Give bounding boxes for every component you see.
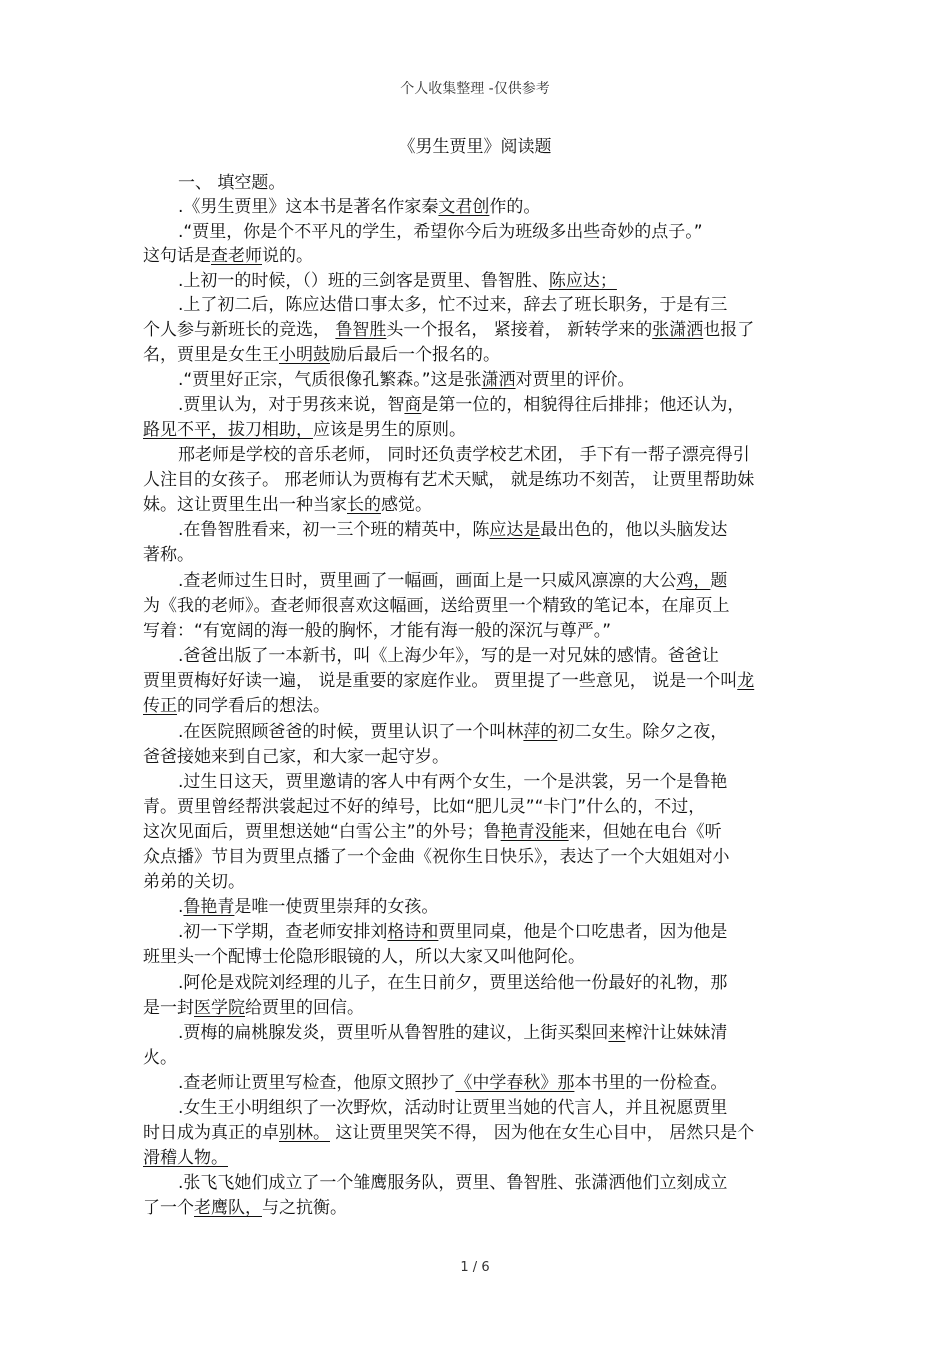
text-segment: 爸爸接她来到自己家，和大家一起守岁。: [143, 747, 449, 767]
text-segment: 给贾里的回信。: [245, 998, 364, 1018]
text-segment: .查老师让贾里写检查，他原文照抄了: [178, 1073, 456, 1093]
text-segment: .初一下学期，查老师安排刘: [178, 922, 388, 942]
text-segment: .贾梅的扁桃腺发炎，贾里听从鲁智胜的建议，上街买梨回: [178, 1023, 609, 1043]
text-segment: .《男生贾里》这本书是著名作家秦: [178, 197, 439, 217]
text-segment: .上初一的时候，（）班的三剑客是贾里、鲁智胜、: [178, 271, 549, 291]
text-line: [178, 294, 727, 316]
text-line: [178, 721, 727, 743]
underlined-answer: 艳青没能: [500, 822, 569, 842]
text-segment: 初二女生。除夕之夜，: [557, 722, 728, 742]
text-line: [143, 871, 245, 893]
text-segment: 本书里的一份检查。: [574, 1073, 728, 1093]
text-line: [178, 972, 727, 994]
underlined-answer: 龙: [737, 671, 755, 691]
text-segment: 众点播》节目为贾里点播了一个金曲《祝你生日快乐》，表达了一个大姐姐对小: [143, 847, 730, 867]
text-segment: .在鲁智胜看来，初一三个班的精英中，陈: [178, 520, 490, 540]
text-segment: .“贾里，你是个不平凡的学生，希望你今后为班级多出些奇妙的点子。”: [178, 222, 703, 242]
text-line: [143, 670, 754, 692]
underlined-answer: 查老师: [211, 246, 262, 266]
underlined-answer: 文君创: [438, 197, 490, 217]
text-line: [143, 595, 730, 617]
underlined-answer: 传正: [143, 696, 177, 716]
text-segment: 是唯一使贾里崇拜的女孩。: [234, 897, 439, 917]
text-segment: .“贾里好正宗，气质很像孔繁森。”这是张: [178, 370, 482, 390]
text-segment: 题: [710, 571, 728, 591]
underlined-answer: 潇洒: [481, 370, 516, 390]
text-line: [143, 544, 194, 566]
text-line: [143, 1147, 228, 1169]
text-line: [143, 946, 585, 968]
text-segment: .上了初二后，陈应达借口事太多，忙不过来，辞去了班长职务，于是有三: [178, 295, 728, 315]
underlined-answer: 长的: [347, 495, 381, 515]
text-segment: 火。: [143, 1048, 177, 1068]
text-segment: .贾里认为，对于男孩来说，智: [178, 395, 405, 415]
text-segment: 这次见面后，贾里想送她“白雪公主”的外号；鲁: [143, 822, 501, 842]
text-segment: 了一个: [143, 1198, 194, 1218]
text-line: [143, 620, 611, 642]
text-line: [143, 494, 432, 516]
text-segment: 写着：“有宽阔的海一般的胸怀，才能有海一般的深沉与尊严。”: [143, 621, 612, 641]
text-segment: 贾里贾梅好好读一遍， 说是重要的家庭作业。 贾里提了一些意见， 说是一个叫: [143, 671, 738, 691]
text-line: [178, 1097, 727, 1119]
text-segment: 著称。: [143, 545, 194, 565]
text-segment: 人注目的女孩子。 邢老师认为贾梅有艺术天赋， 就是练功不刻苦， 让贾里帮助妹: [143, 470, 755, 490]
text-line: [178, 570, 727, 592]
text-segment: 时日成为真正的卓: [143, 1123, 279, 1143]
text-segment: 说的。: [262, 246, 313, 266]
text-segment: 一、 填空题。: [178, 173, 286, 193]
text-line: [178, 221, 703, 243]
text-segment: 励后最后一个报名的。: [330, 345, 500, 365]
text-line: [143, 746, 449, 768]
text-segment: 是第一位的，相貌得往后排排；他还认为，: [421, 395, 745, 415]
text-line: [178, 172, 285, 194]
text-segment: 最出色的，他以头脑发达: [540, 520, 728, 540]
text-segment: 个人参与新班长的竞选，: [143, 320, 336, 340]
page-number: 1 / 6: [460, 1260, 490, 1275]
underlined-answer: 鸡，: [676, 571, 711, 591]
underlined-answer: 来: [608, 1023, 626, 1043]
text-segment: .女生王小明组织了一次野炊，活动时让贾里当她的代言人，并且祝愿贾里: [178, 1098, 728, 1118]
text-line: [143, 245, 313, 267]
text-segment: 应该是男生的原则。: [313, 420, 466, 440]
text-line: [178, 519, 727, 541]
underlined-answer: 应达是: [489, 520, 541, 540]
text-line: [178, 645, 719, 667]
text-segment: 对贾里的评价。: [515, 370, 635, 390]
text-segment: 与之抗衡。: [262, 1198, 347, 1218]
underlined-answer: 滑稽人物。: [143, 1148, 228, 1168]
underlined-answer: 鲁智胜: [335, 320, 387, 340]
text-segment: 妹。这让贾里生出一种当家: [143, 495, 347, 515]
text-segment: .查老师过生日时，贾里画了一幅画，画面上是一只威风凛凛的大公: [178, 571, 677, 591]
text-segment: 名，贾里是女生王: [143, 345, 279, 365]
underlined-answer: 《中学春秋》那: [455, 1073, 575, 1093]
underlined-answer: 格诗和: [387, 922, 439, 942]
text-segment: .过生日这天，贾里邀请的客人中有两个女生，一个是洪裳，另一个是鲁艳: [178, 772, 728, 792]
text-line: [143, 344, 500, 366]
text-line: [178, 444, 750, 466]
text-segment: .爸爸出版了一本新书，叫《上海少年》，写的是一对兄妹的感情。爸爸让: [178, 646, 719, 666]
text-segment: 这让贾里哭笑不得， 因为他在女生心目中， 居然只是个: [330, 1123, 755, 1143]
text-segment: 青。贾里曾经帮洪裳起过不好的绰号，比如“肥儿灵”“卡门”什么的，不过，: [143, 797, 706, 817]
text-line: [178, 196, 540, 218]
text-line: [178, 270, 617, 292]
text-line: [143, 469, 754, 491]
text-segment: 感觉。: [381, 495, 432, 515]
text-segment: 是一封: [143, 998, 194, 1018]
text-line: [143, 319, 754, 341]
text-segment: 邢老师是学校的音乐老师， 同时还负责学校艺术团， 手下有一帮子漂亮得引: [178, 445, 750, 465]
underlined-answer: 医学院: [194, 998, 245, 1018]
text-segment: .: [178, 897, 184, 917]
underlined-answer: 老鹰队，: [194, 1198, 262, 1218]
text-line: [178, 771, 727, 793]
text-segment: .张飞飞她们成立了一个雏鹰服务队，贾里、鲁智胜、张潇洒他们立刻成立: [178, 1173, 728, 1193]
text-segment: 作的。: [489, 197, 541, 217]
text-segment: 头一个报名， 紧接着， 新转学来的: [386, 320, 653, 340]
text-line: [178, 369, 635, 391]
text-line: [143, 419, 466, 441]
underlined-answer: 小明鼓: [279, 345, 330, 365]
text-segment: 为《我的老师》。查老师很喜欢这幅画，送给贾里一个精致的笔记本，在扉页上: [143, 596, 730, 616]
text-segment: 班里头一个配博士伦隐形眼镜的人，所以大家又叫他阿伦。: [143, 947, 585, 967]
text-segment: .阿伦是戏院刘经理的儿子，在生日前夕，贾里送给他一份最好的礼物，那: [178, 973, 728, 993]
text-line: [178, 921, 727, 943]
text-segment: 榨汁让妹妹清: [625, 1023, 728, 1043]
underlined-answer: 路见不平，拔刀相助，: [143, 420, 313, 440]
underlined-answer: 鲁艳青: [183, 897, 235, 917]
text-line: [143, 1197, 347, 1219]
underlined-answer: 商: [404, 395, 422, 415]
text-line: [143, 695, 330, 717]
text-segment: 这句话是: [143, 246, 211, 266]
text-line: [143, 1122, 754, 1144]
underlined-answer: 张潇洒: [652, 320, 704, 340]
text-line: [178, 1172, 727, 1194]
text-segment: 的同学看后的想法。: [177, 696, 330, 716]
underlined-answer: 陈应达；: [548, 271, 617, 291]
text-line: [178, 1022, 727, 1044]
text-segment: 贾里同桌，他是个口吃患者，因为他是: [438, 922, 728, 942]
text-line: [143, 997, 364, 1019]
text-line: [143, 796, 705, 818]
document-title: 《男生贾里》阅读题: [398, 137, 552, 157]
text-line: [143, 821, 722, 843]
text-line: [178, 896, 438, 918]
text-line: [178, 1072, 727, 1094]
text-segment: .在医院照顾爸爸的时候，贾里认识了一个叫林: [178, 722, 524, 742]
text-line: [143, 846, 730, 868]
underlined-answer: 别林。: [279, 1123, 330, 1143]
text-line: [143, 1047, 177, 1069]
page-header: 个人收集整理 -仅供参考: [400, 81, 550, 97]
underlined-answer: 萍的: [523, 722, 558, 742]
text-line: [178, 394, 744, 416]
text-segment: 也报了: [703, 320, 755, 340]
text-segment: 弟弟的关切。: [143, 872, 245, 892]
text-segment: 来，但她在电台《听: [568, 822, 722, 842]
